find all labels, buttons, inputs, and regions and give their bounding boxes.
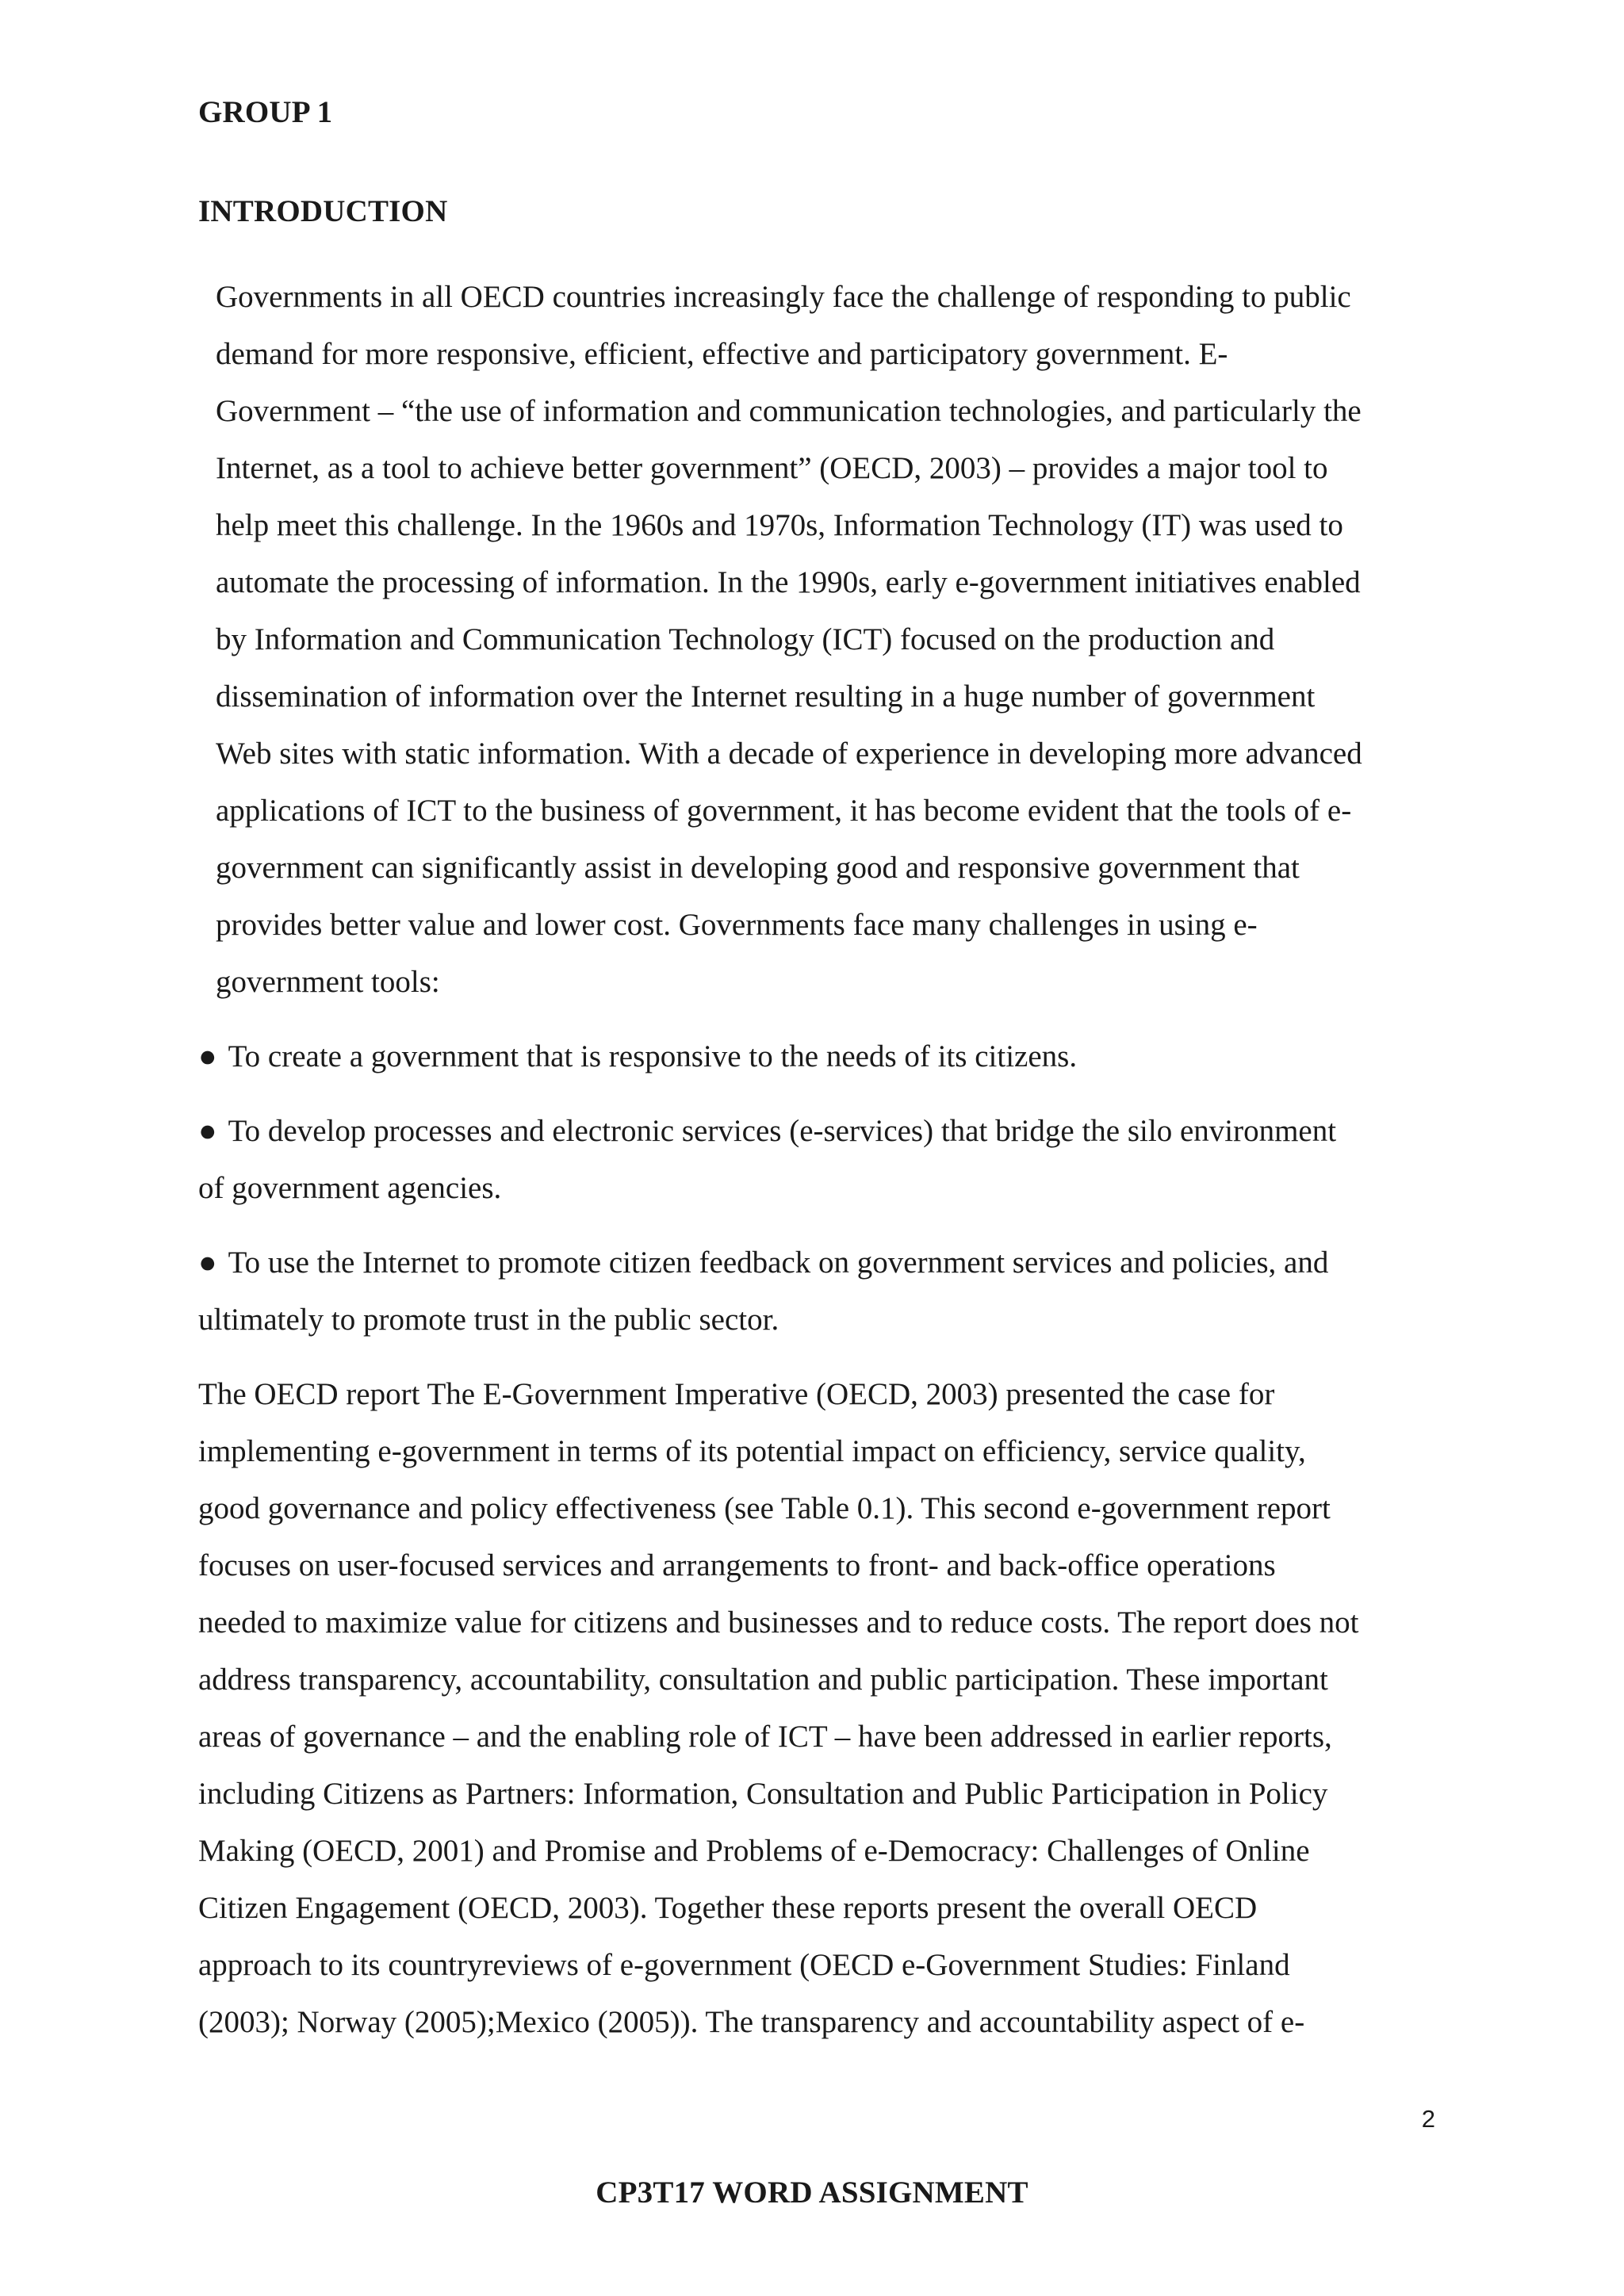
bullet-text: To use the Internet to promote citizen feedback on government services and policies, and: [228, 1246, 1329, 1280]
text-line: by Information and Communication Technology (ICT) focused on the production and: [216, 622, 1275, 656]
text-line: provides better value and lower cost. Governments face many challenges in using e-: [216, 908, 1258, 942]
section-heading: INTRODUCTION: [198, 194, 448, 228]
text-line: Government – “the use of information and communication technologies, and particularly the: [216, 394, 1362, 428]
text-line: government tools:: [216, 965, 440, 999]
text-line: The OECD report The E-Government Imperative (OECD, 2003) presented the case for: [198, 1377, 1275, 1411]
text-line: automate the processing of information. In the 1990s, early e-government initiatives enabled: [216, 565, 1361, 599]
text-line: Making (OECD, 2001) and Promise and Problems of e-Democracy: Challenges of Online: [198, 1834, 1310, 1868]
text-line: dissemination of information over the Internet resulting in a huge number of government: [216, 679, 1316, 714]
text-line: Internet, as a tool to achieve better government” (OECD, 2003) – provides a major tool to: [216, 451, 1328, 485]
page-number: 2: [1421, 2105, 1435, 2133]
report-paragraph: [198, 1366, 1435, 2051]
bullet-text: To develop processes and electronic services (e-services) that bridge the silo environment: [228, 1114, 1337, 1148]
group-heading: GROUP 1: [198, 95, 333, 129]
bullet-text: To create a government that is responsive to the needs of its citizens.: [228, 1039, 1078, 1073]
text-line: of government agencies.: [198, 1171, 502, 1205]
page-footer: CP3T17 WORD ASSIGNMENT: [596, 2175, 1028, 2210]
text-line: areas of governance – and the enabling role of ICT – have been addressed in earlier reports,: [198, 1720, 1332, 1754]
text-line: Governments in all OECD countries increasingly face the challenge of responding to public: [216, 280, 1351, 314]
bullet-item: [198, 1234, 1435, 1349]
text-line: (2003); Norway (2005);Mexico (2005)). The transparency and accountability aspect of e-: [198, 2005, 1305, 2039]
bullet-item: [198, 1028, 1435, 1085]
text-line: including Citizens as Partners: Information, Consultation and Public Participation in Policy: [198, 1777, 1328, 1811]
bullet-icon: ●: [198, 1246, 217, 1280]
text-line: [198, 1234, 1435, 1292]
text-line: ultimately to promote trust in the public sector.: [198, 1303, 779, 1337]
text-line: approach to its countryreviews of e-government (OECD e-Government Studies: Finland: [198, 1948, 1290, 1982]
text-line: address transparency, accountability, consultation and public participation. These important: [198, 1663, 1328, 1697]
text-line: [198, 1103, 1435, 1160]
bullet-icon: ●: [198, 1039, 217, 1073]
text-line: implementing e-government in terms of its potential impact on efficiency, service quality,: [198, 1434, 1306, 1468]
text-line: needed to maximize value for citizens and businesses and to reduce costs. The report does not: [198, 1605, 1359, 1640]
intro-paragraph: [198, 269, 1435, 1011]
text-line: applications of ICT to the business of government, it has become evident that the tools of e-: [216, 794, 1352, 828]
text-line: help meet this challenge. In the 1960s and 1970s, Information Technology (IT) was used to: [216, 508, 1343, 542]
bullet-icon: ●: [198, 1114, 217, 1148]
text-line: Citizen Engagement (OECD, 2003). Together these reports present the overall OECD: [198, 1891, 1258, 1925]
text-line: Web sites with static information. With a decade of experience in developing more advanced: [216, 737, 1362, 771]
text-line: [198, 1028, 1435, 1085]
page-content: [198, 94, 1435, 2051]
text-line: focuses on user-focused services and arrangements to front- and back-office operations: [198, 1548, 1276, 1582]
text-line: good governance and policy effectiveness (see Table 0.1). This second e-government report: [198, 1491, 1331, 1525]
text-line: demand for more responsive, efficient, effective and participatory government. E-: [216, 337, 1228, 371]
bullet-item: [198, 1103, 1435, 1217]
text-line: government can significantly assist in developing good and responsive government that: [216, 851, 1300, 885]
